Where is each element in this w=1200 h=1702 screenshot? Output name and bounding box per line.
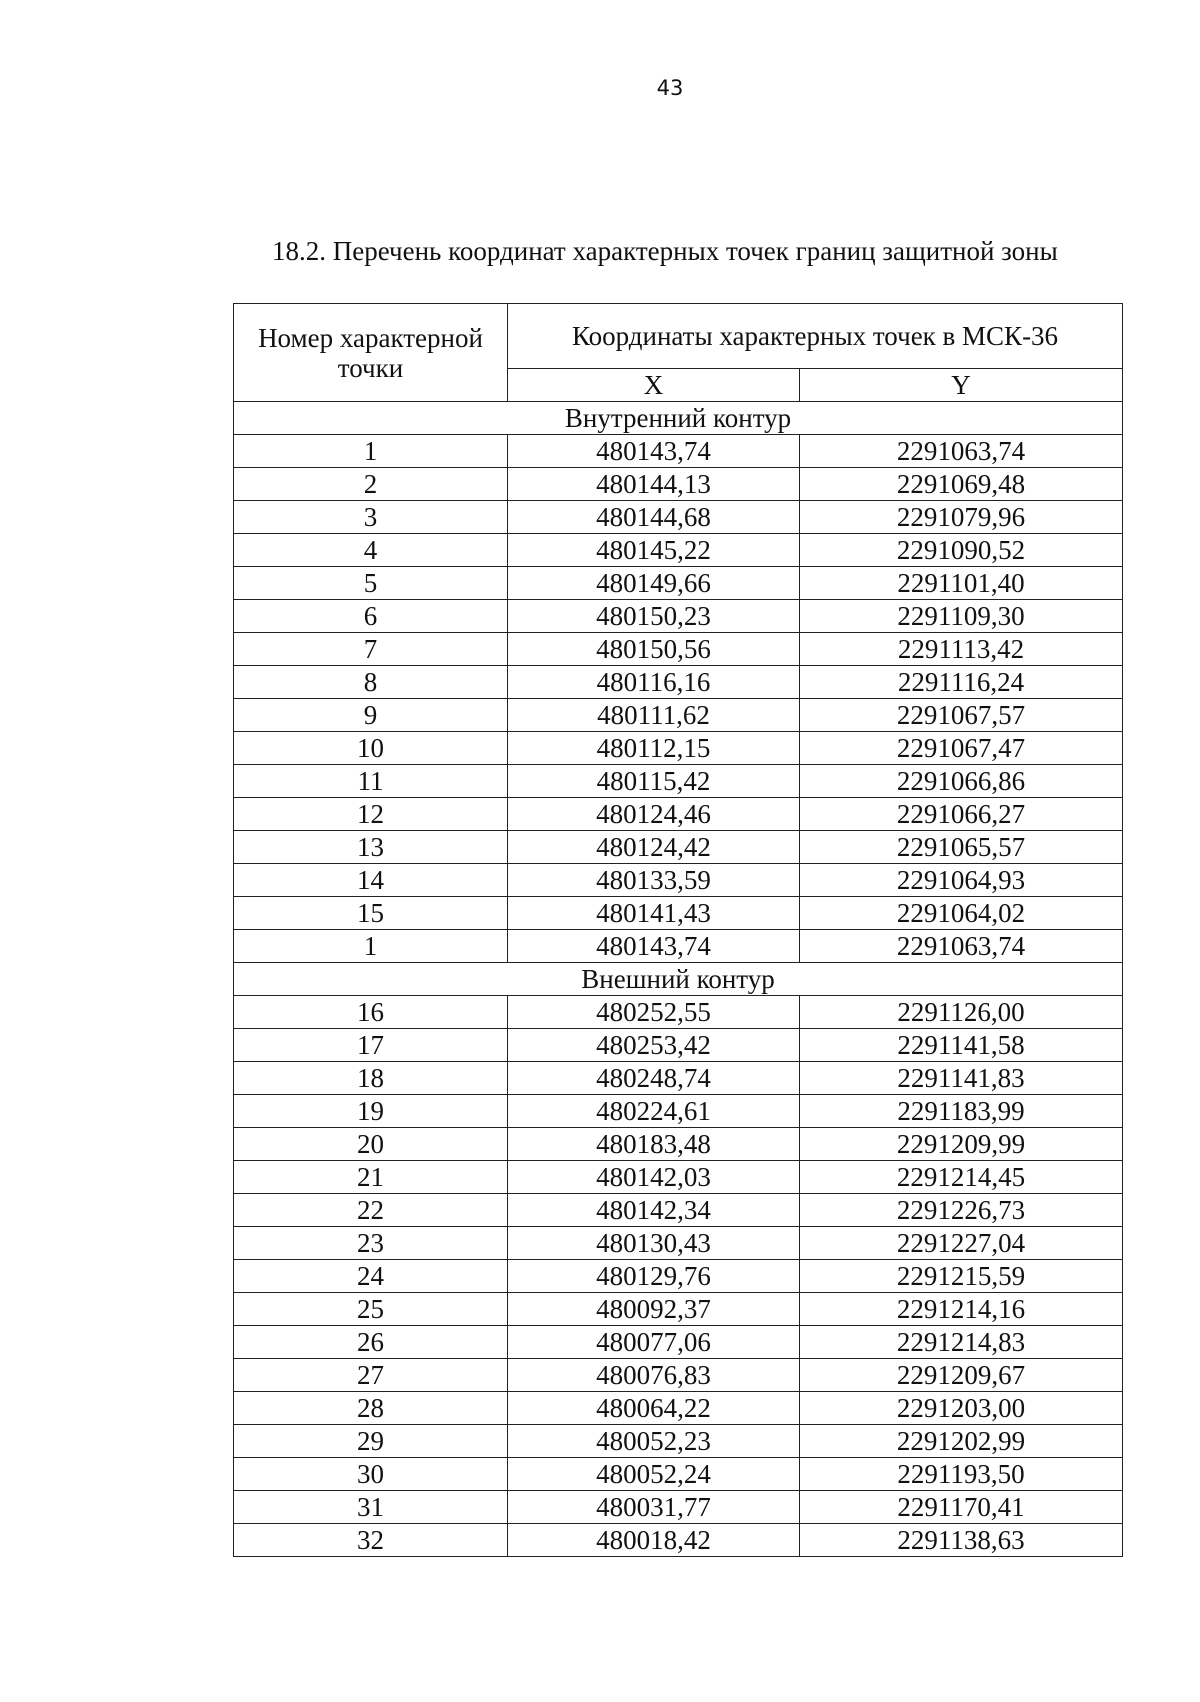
point-number-cell: 23 <box>234 1227 508 1260</box>
y-coordinate-cell: 2291116,24 <box>800 666 1123 699</box>
point-number-cell: 30 <box>234 1458 508 1491</box>
y-coordinate-cell: 2291069,48 <box>800 468 1123 501</box>
x-coordinate-cell: 480018,42 <box>508 1524 800 1557</box>
x-coordinate-cell: 480141,43 <box>508 897 800 930</box>
y-header: Y <box>800 369 1123 402</box>
table-row <box>234 435 1123 468</box>
x-coordinate-cell: 480142,03 <box>508 1161 800 1194</box>
point-number-header: Номер характерной точки <box>234 304 508 402</box>
table-row <box>234 1161 1123 1194</box>
x-coordinate-cell: 480130,43 <box>508 1227 800 1260</box>
table-row <box>234 468 1123 501</box>
table-row <box>234 930 1123 963</box>
table-row <box>234 831 1123 864</box>
point-number-cell: 1 <box>234 435 508 468</box>
point-number-cell: 1 <box>234 930 508 963</box>
y-coordinate-cell: 2291202,99 <box>800 1425 1123 1458</box>
x-coordinate-cell: 480143,74 <box>508 435 800 468</box>
point-number-cell: 5 <box>234 567 508 600</box>
table-row <box>234 1227 1123 1260</box>
table-row <box>234 1392 1123 1425</box>
x-coordinate-cell: 480052,24 <box>508 1458 800 1491</box>
table-row <box>234 633 1123 666</box>
point-number-cell: 24 <box>234 1260 508 1293</box>
point-number-cell: 19 <box>234 1095 508 1128</box>
table-row <box>234 798 1123 831</box>
table-row <box>234 1425 1123 1458</box>
table-row <box>234 732 1123 765</box>
table-row <box>234 1491 1123 1524</box>
x-coordinate-cell: 480150,23 <box>508 600 800 633</box>
x-coordinate-cell: 480031,77 <box>508 1491 800 1524</box>
x-coordinate-cell: 480224,61 <box>508 1095 800 1128</box>
point-number-cell: 9 <box>234 699 508 732</box>
x-coordinate-cell: 480112,15 <box>508 732 800 765</box>
point-number-cell: 3 <box>234 501 508 534</box>
table-row <box>234 1524 1123 1557</box>
page-number: 43 <box>656 76 684 100</box>
y-coordinate-cell: 2291141,58 <box>800 1029 1123 1062</box>
x-coordinate-cell: 480144,13 <box>508 468 800 501</box>
x-coordinate-cell: 480133,59 <box>508 864 800 897</box>
y-coordinate-cell: 2291141,83 <box>800 1062 1123 1095</box>
x-coordinate-cell: 480150,56 <box>508 633 800 666</box>
y-coordinate-cell: 2291066,86 <box>800 765 1123 798</box>
point-number-cell: 10 <box>234 732 508 765</box>
x-coordinate-cell: 480149,66 <box>508 567 800 600</box>
coordinates-table <box>233 303 1123 1557</box>
y-coordinate-cell: 2291209,99 <box>800 1128 1123 1161</box>
y-coordinate-cell: 2291193,50 <box>800 1458 1123 1491</box>
x-coordinate-cell: 480077,06 <box>508 1326 800 1359</box>
x-coordinate-cell: 480111,62 <box>508 699 800 732</box>
section-row <box>234 402 1123 435</box>
y-coordinate-cell: 2291064,02 <box>800 897 1123 930</box>
table-row <box>234 1326 1123 1359</box>
y-coordinate-cell: 2291183,99 <box>800 1095 1123 1128</box>
y-coordinate-cell: 2291226,73 <box>800 1194 1123 1227</box>
x-header: X <box>508 369 800 402</box>
point-number-cell: 4 <box>234 534 508 567</box>
table-row <box>234 600 1123 633</box>
point-number-cell: 32 <box>234 1524 508 1557</box>
table-row <box>234 897 1123 930</box>
x-coordinate-cell: 480092,37 <box>508 1293 800 1326</box>
y-coordinate-cell: 2291079,96 <box>800 501 1123 534</box>
point-number-cell: 17 <box>234 1029 508 1062</box>
point-number-cell: 13 <box>234 831 508 864</box>
document-title: 18.2. Перечень координат характерных точек границ защитной зоны <box>272 236 1058 266</box>
table-row <box>234 699 1123 732</box>
y-coordinate-cell: 2291065,57 <box>800 831 1123 864</box>
x-coordinate-cell: 480253,42 <box>508 1029 800 1062</box>
y-coordinate-cell: 2291227,04 <box>800 1227 1123 1260</box>
x-coordinate-cell: 480144,68 <box>508 501 800 534</box>
x-coordinate-cell: 480124,46 <box>508 798 800 831</box>
point-number-cell: 29 <box>234 1425 508 1458</box>
point-number-cell: 22 <box>234 1194 508 1227</box>
point-number-cell: 26 <box>234 1326 508 1359</box>
table-row <box>234 567 1123 600</box>
point-number-cell: 28 <box>234 1392 508 1425</box>
point-number-cell: 15 <box>234 897 508 930</box>
table-row <box>234 996 1123 1029</box>
coordinates-header: Координаты характерных точек в МСК-36 <box>508 304 1123 369</box>
x-coordinate-cell: 480129,76 <box>508 1260 800 1293</box>
table-row <box>234 765 1123 798</box>
point-number-cell: 11 <box>234 765 508 798</box>
x-coordinate-cell: 480076,83 <box>508 1359 800 1392</box>
point-number-cell: 27 <box>234 1359 508 1392</box>
table-row <box>234 1260 1123 1293</box>
table-row <box>234 1194 1123 1227</box>
y-coordinate-cell: 2291090,52 <box>800 534 1123 567</box>
x-coordinate-cell: 480143,74 <box>508 930 800 963</box>
x-coordinate-cell: 480145,22 <box>508 534 800 567</box>
point-number-cell: 2 <box>234 468 508 501</box>
point-number-cell: 21 <box>234 1161 508 1194</box>
section-title: Внешний контур <box>234 963 1123 996</box>
x-coordinate-cell: 480124,42 <box>508 831 800 864</box>
x-coordinate-cell: 480116,16 <box>508 666 800 699</box>
table-row <box>234 1293 1123 1326</box>
x-coordinate-cell: 480142,34 <box>508 1194 800 1227</box>
table-row <box>234 1128 1123 1161</box>
y-coordinate-cell: 2291215,59 <box>800 1260 1123 1293</box>
x-coordinate-cell: 480248,74 <box>508 1062 800 1095</box>
y-coordinate-cell: 2291063,74 <box>800 435 1123 468</box>
x-coordinate-cell: 480064,22 <box>508 1392 800 1425</box>
y-coordinate-cell: 2291126,00 <box>800 996 1123 1029</box>
y-coordinate-cell: 2291170,41 <box>800 1491 1123 1524</box>
y-coordinate-cell: 2291214,16 <box>800 1293 1123 1326</box>
point-number-cell: 25 <box>234 1293 508 1326</box>
y-coordinate-cell: 2291064,93 <box>800 864 1123 897</box>
table-body <box>234 402 1123 1557</box>
y-coordinate-cell: 2291209,67 <box>800 1359 1123 1392</box>
table-row <box>234 1458 1123 1491</box>
point-number-cell: 14 <box>234 864 508 897</box>
table-row <box>234 666 1123 699</box>
y-coordinate-cell: 2291214,45 <box>800 1161 1123 1194</box>
x-coordinate-cell: 480183,48 <box>508 1128 800 1161</box>
y-coordinate-cell: 2291113,42 <box>800 633 1123 666</box>
x-coordinate-cell: 480115,42 <box>508 765 800 798</box>
table-row <box>234 534 1123 567</box>
y-coordinate-cell: 2291203,00 <box>800 1392 1123 1425</box>
table-row <box>234 1095 1123 1128</box>
point-number-cell: 12 <box>234 798 508 831</box>
table-header <box>234 304 1123 402</box>
y-coordinate-cell: 2291101,40 <box>800 567 1123 600</box>
x-coordinate-cell: 480052,23 <box>508 1425 800 1458</box>
section-row <box>234 963 1123 996</box>
point-number-cell: 8 <box>234 666 508 699</box>
y-coordinate-cell: 2291067,47 <box>800 732 1123 765</box>
table-row <box>234 1029 1123 1062</box>
point-number-cell: 16 <box>234 996 508 1029</box>
point-number-cell: 20 <box>234 1128 508 1161</box>
x-coordinate-cell: 480252,55 <box>508 996 800 1029</box>
y-coordinate-cell: 2291109,30 <box>800 600 1123 633</box>
table-row <box>234 1359 1123 1392</box>
y-coordinate-cell: 2291138,63 <box>800 1524 1123 1557</box>
y-coordinate-cell: 2291063,74 <box>800 930 1123 963</box>
point-number-cell: 7 <box>234 633 508 666</box>
table-row <box>234 864 1123 897</box>
point-number-cell: 31 <box>234 1491 508 1524</box>
y-coordinate-cell: 2291066,27 <box>800 798 1123 831</box>
section-title: Внутренний контур <box>234 402 1123 435</box>
point-number-cell: 6 <box>234 600 508 633</box>
y-coordinate-cell: 2291067,57 <box>800 699 1123 732</box>
table-row <box>234 1062 1123 1095</box>
point-number-cell: 18 <box>234 1062 508 1095</box>
y-coordinate-cell: 2291214,83 <box>800 1326 1123 1359</box>
table-row <box>234 501 1123 534</box>
